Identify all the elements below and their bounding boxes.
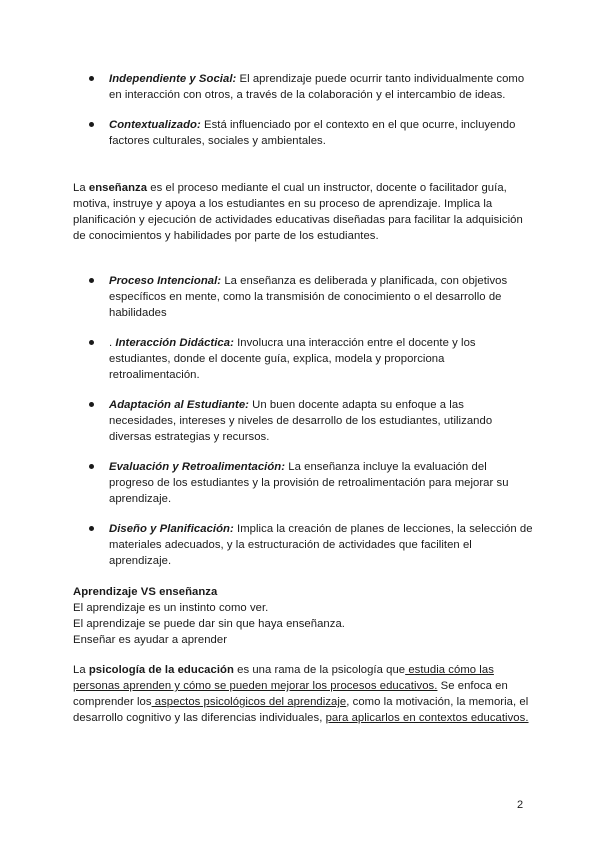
- teaching-traits-list: [73, 273, 533, 569]
- bullet-icon: [89, 464, 94, 469]
- bullet-icon: [89, 76, 94, 81]
- bullet-icon: [89, 402, 94, 407]
- list-item: [73, 117, 533, 149]
- bullet-icon: [89, 122, 94, 127]
- item-term: Diseño y Planificación:: [109, 523, 234, 535]
- bullet-icon: [89, 278, 94, 283]
- item-text: La enseñanza incluye la evaluación del progreso de los estudiantes y la provisión de retroalimentación para mejorar su aprendizaje.: [109, 461, 509, 505]
- list-item: [73, 273, 533, 321]
- item-text: Está influenciado por el contexto en el que ocurre, incluyendo factores culturales, sociales y ambientales.: [109, 119, 516, 147]
- underlined-text: estudia cómo las personas aprenden y cómo se pueden mejorar los procesos educativos.: [73, 664, 494, 692]
- term-psicologia: psicología de la educación: [88, 664, 234, 676]
- item-text: El aprendizaje puede ocurrir tanto individualmente como en interacción con otros, a través de la colaboración y el intercambio de ideas.: [109, 73, 525, 101]
- item-term: Contextualizado:: [109, 119, 201, 131]
- item-term: Independiente y Social:: [109, 73, 237, 85]
- page-number: 2: [517, 799, 524, 811]
- paragraph-text: es una rama de la psicología que: [233, 664, 406, 676]
- item-term: Interacción Didáctica:: [115, 337, 234, 349]
- list-item: [73, 459, 533, 507]
- list-item: [73, 397, 533, 445]
- list-item: [73, 521, 533, 569]
- paragraph-text: La: [73, 664, 89, 676]
- paragraph-text: es el proceso mediante el cual un instructor, docente o facilitador guía, motiva, instruye y apoya a los estudiantes en su proceso de aprendizaje. Implica la planificación y ejecución de actividades educativas diseñadas para facilitar la adquisición de conocimientos y habilidades por parte de los estudiantes.: [73, 182, 523, 242]
- versus-section: [73, 584, 533, 648]
- underlined-text: para aplicarlos en contextos educativos.: [325, 712, 529, 724]
- educational-psychology-paragraph: [73, 662, 533, 726]
- list-item: [73, 71, 533, 103]
- paragraph-text: Se enfoca en comprender los: [73, 680, 508, 708]
- item-text: Involucra una interacción entre el docente y los estudiantes, donde el docente guía, explica, modela y proporciona retroalimentación.: [109, 337, 476, 381]
- item-text: Un buen docente adapta su enfoque a las necesidades, intereses y niveles de desarrollo de los estudiantes, utilizando diversas estrategias y recursos.: [109, 399, 493, 443]
- section-heading: Aprendizaje VS enseñanza: [73, 586, 218, 598]
- underlined-text: aspectos psicológicos del aprendizaje: [151, 696, 347, 708]
- list-item: . Interacción Didáctica: Involucra una interacción entre el docente y los estudiantes, donde el docente guía, explica, modela y proporciona retroalimentación.: [73, 335, 533, 383]
- versus-line: Enseñar es ayudar a aprender: [73, 634, 228, 646]
- versus-line: El aprendizaje es un instinto como ver.: [73, 602, 269, 614]
- term-ensenanza: enseñanza: [88, 182, 148, 194]
- bullet-icon: [89, 526, 94, 531]
- item-term: Proceso Intencional:: [109, 275, 222, 287]
- item-text: Implica la creación de planes de lecciones, la selección de materiales adecuados, y la estructuración de actividades que faciliten el aprendizaje.: [109, 523, 533, 567]
- versus-line: El aprendizaje se puede dar sin que haya enseñanza.: [73, 618, 345, 630]
- paragraph-text: La: [73, 182, 89, 194]
- paragraph-text: , como la motivación, la memoria, el desarrollo cognitivo y las diferencias individuales,: [73, 696, 529, 724]
- item-term: Evaluación y Retroalimentación:: [109, 461, 286, 473]
- teaching-definition-paragraph: [73, 180, 533, 244]
- bullet-icon: [89, 340, 94, 345]
- learning-traits-list: [73, 71, 533, 149]
- item-term: Adaptación al Estudiante:: [109, 399, 249, 411]
- item-text: La enseñanza es deliberada y planificada, con objetivos específicos en mente, como la transmisión de conocimiento o el desarrollo de habilidades: [109, 275, 508, 319]
